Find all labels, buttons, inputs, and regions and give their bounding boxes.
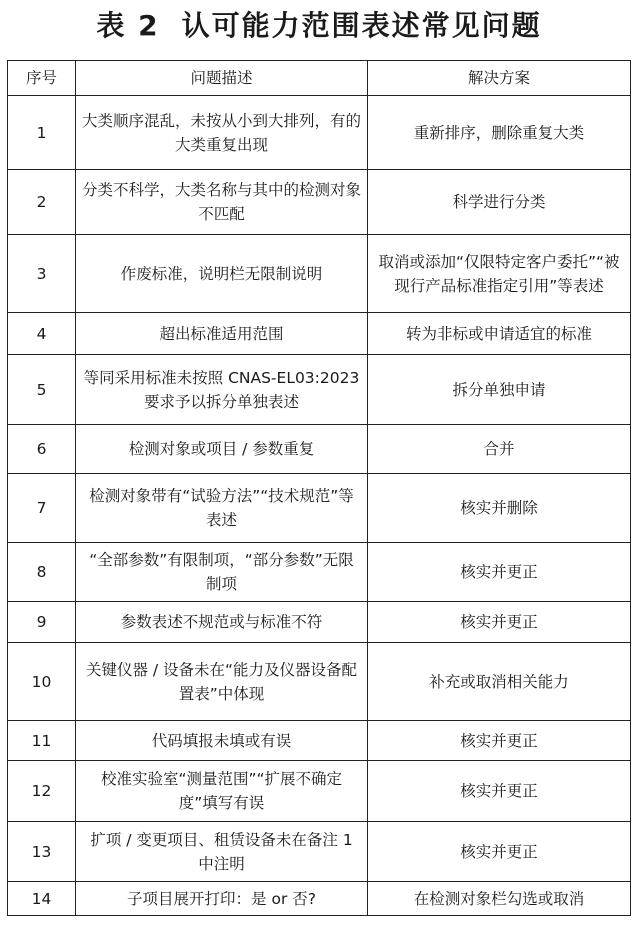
row-solution: 核实并更正 xyxy=(368,543,631,602)
table-row xyxy=(8,96,631,170)
row-description: 大类顺序混乱，未按从小到大排列，有的大类重复出现 xyxy=(76,96,368,170)
row-solution: 核实并更正 xyxy=(368,822,631,882)
row-description: 分类不科学，大类名称与其中的检测对象不匹配 xyxy=(76,170,368,235)
table-row xyxy=(8,882,631,916)
table-row xyxy=(8,313,631,355)
row-description: 代码填报未填或有误 xyxy=(76,721,368,761)
row-description: 等同采用标准未按照 CNAS-EL03:2023 要求予以拆分单独表述 xyxy=(76,355,368,425)
row-description: 子项目展开打印：是 or 否? xyxy=(76,882,368,916)
table-row xyxy=(8,425,631,474)
row-no: 7 xyxy=(8,474,76,543)
row-solution: 核实并更正 xyxy=(368,761,631,822)
row-no: 6 xyxy=(8,425,76,474)
table-row xyxy=(8,170,631,235)
row-description: 扩项 / 变更项目、租赁设备未在备注 1 中注明 xyxy=(76,822,368,882)
row-description: 超出标准适用范围 xyxy=(76,313,368,355)
row-solution: 核实并更正 xyxy=(368,602,631,643)
row-solution: 重新排序，删除重复大类 xyxy=(368,96,631,170)
row-description: 检测对象或项目 / 参数重复 xyxy=(76,425,368,474)
table-number: 表 2 xyxy=(96,9,160,42)
header-no: 序号 xyxy=(8,61,76,96)
row-solution: 核实并删除 xyxy=(368,474,631,543)
row-no: 14 xyxy=(8,882,76,916)
row-no: 4 xyxy=(8,313,76,355)
row-no: 8 xyxy=(8,543,76,602)
row-no: 3 xyxy=(8,235,76,313)
row-solution: 科学进行分类 xyxy=(368,170,631,235)
row-no: 2 xyxy=(8,170,76,235)
row-no: 12 xyxy=(8,761,76,822)
row-solution: 拆分单独申请 xyxy=(368,355,631,425)
table-row xyxy=(8,474,631,543)
table-title xyxy=(0,2,638,50)
row-description: 作废标准，说明栏无限制说明 xyxy=(76,235,368,313)
row-description: 校准实验室“测量范围”“扩展不确定度”填写有误 xyxy=(76,761,368,822)
row-description: 关键仪器 / 设备未在“能力及仪器设备配置表”中体现 xyxy=(76,643,368,721)
row-no: 10 xyxy=(8,643,76,721)
row-solution: 在检测对象栏勾选或取消 xyxy=(368,882,631,916)
header-row xyxy=(8,61,631,96)
header-solution: 解决方案 xyxy=(368,61,631,96)
table-row xyxy=(8,355,631,425)
row-solution: 转为非标或申请适宜的标准 xyxy=(368,313,631,355)
row-solution: 核实并更正 xyxy=(368,721,631,761)
table-caption: 认可能力范围表述常见问题 xyxy=(181,9,542,42)
row-description: 参数表述不规范或与标准不符 xyxy=(76,602,368,643)
issues-table xyxy=(7,60,631,916)
row-no: 13 xyxy=(8,822,76,882)
row-no: 11 xyxy=(8,721,76,761)
row-no: 5 xyxy=(8,355,76,425)
row-description: “全部参数”有限制项，“部分参数”无限制项 xyxy=(76,543,368,602)
row-no: 1 xyxy=(8,96,76,170)
table-row xyxy=(8,721,631,761)
row-solution: 补充或取消相关能力 xyxy=(368,643,631,721)
row-solution: 合并 xyxy=(368,425,631,474)
table-row xyxy=(8,822,631,882)
table-row xyxy=(8,235,631,313)
table-row xyxy=(8,543,631,602)
row-solution: 取消或添加“仅限特定客户委托”“被现行产品标准指定引用”等表述 xyxy=(368,235,631,313)
table-row xyxy=(8,761,631,822)
row-description: 检测对象带有“试验方法”“技术规范”等表述 xyxy=(76,474,368,543)
table-row xyxy=(8,602,631,643)
row-no: 9 xyxy=(8,602,76,643)
header-description: 问题描述 xyxy=(76,61,368,96)
table-row xyxy=(8,643,631,721)
